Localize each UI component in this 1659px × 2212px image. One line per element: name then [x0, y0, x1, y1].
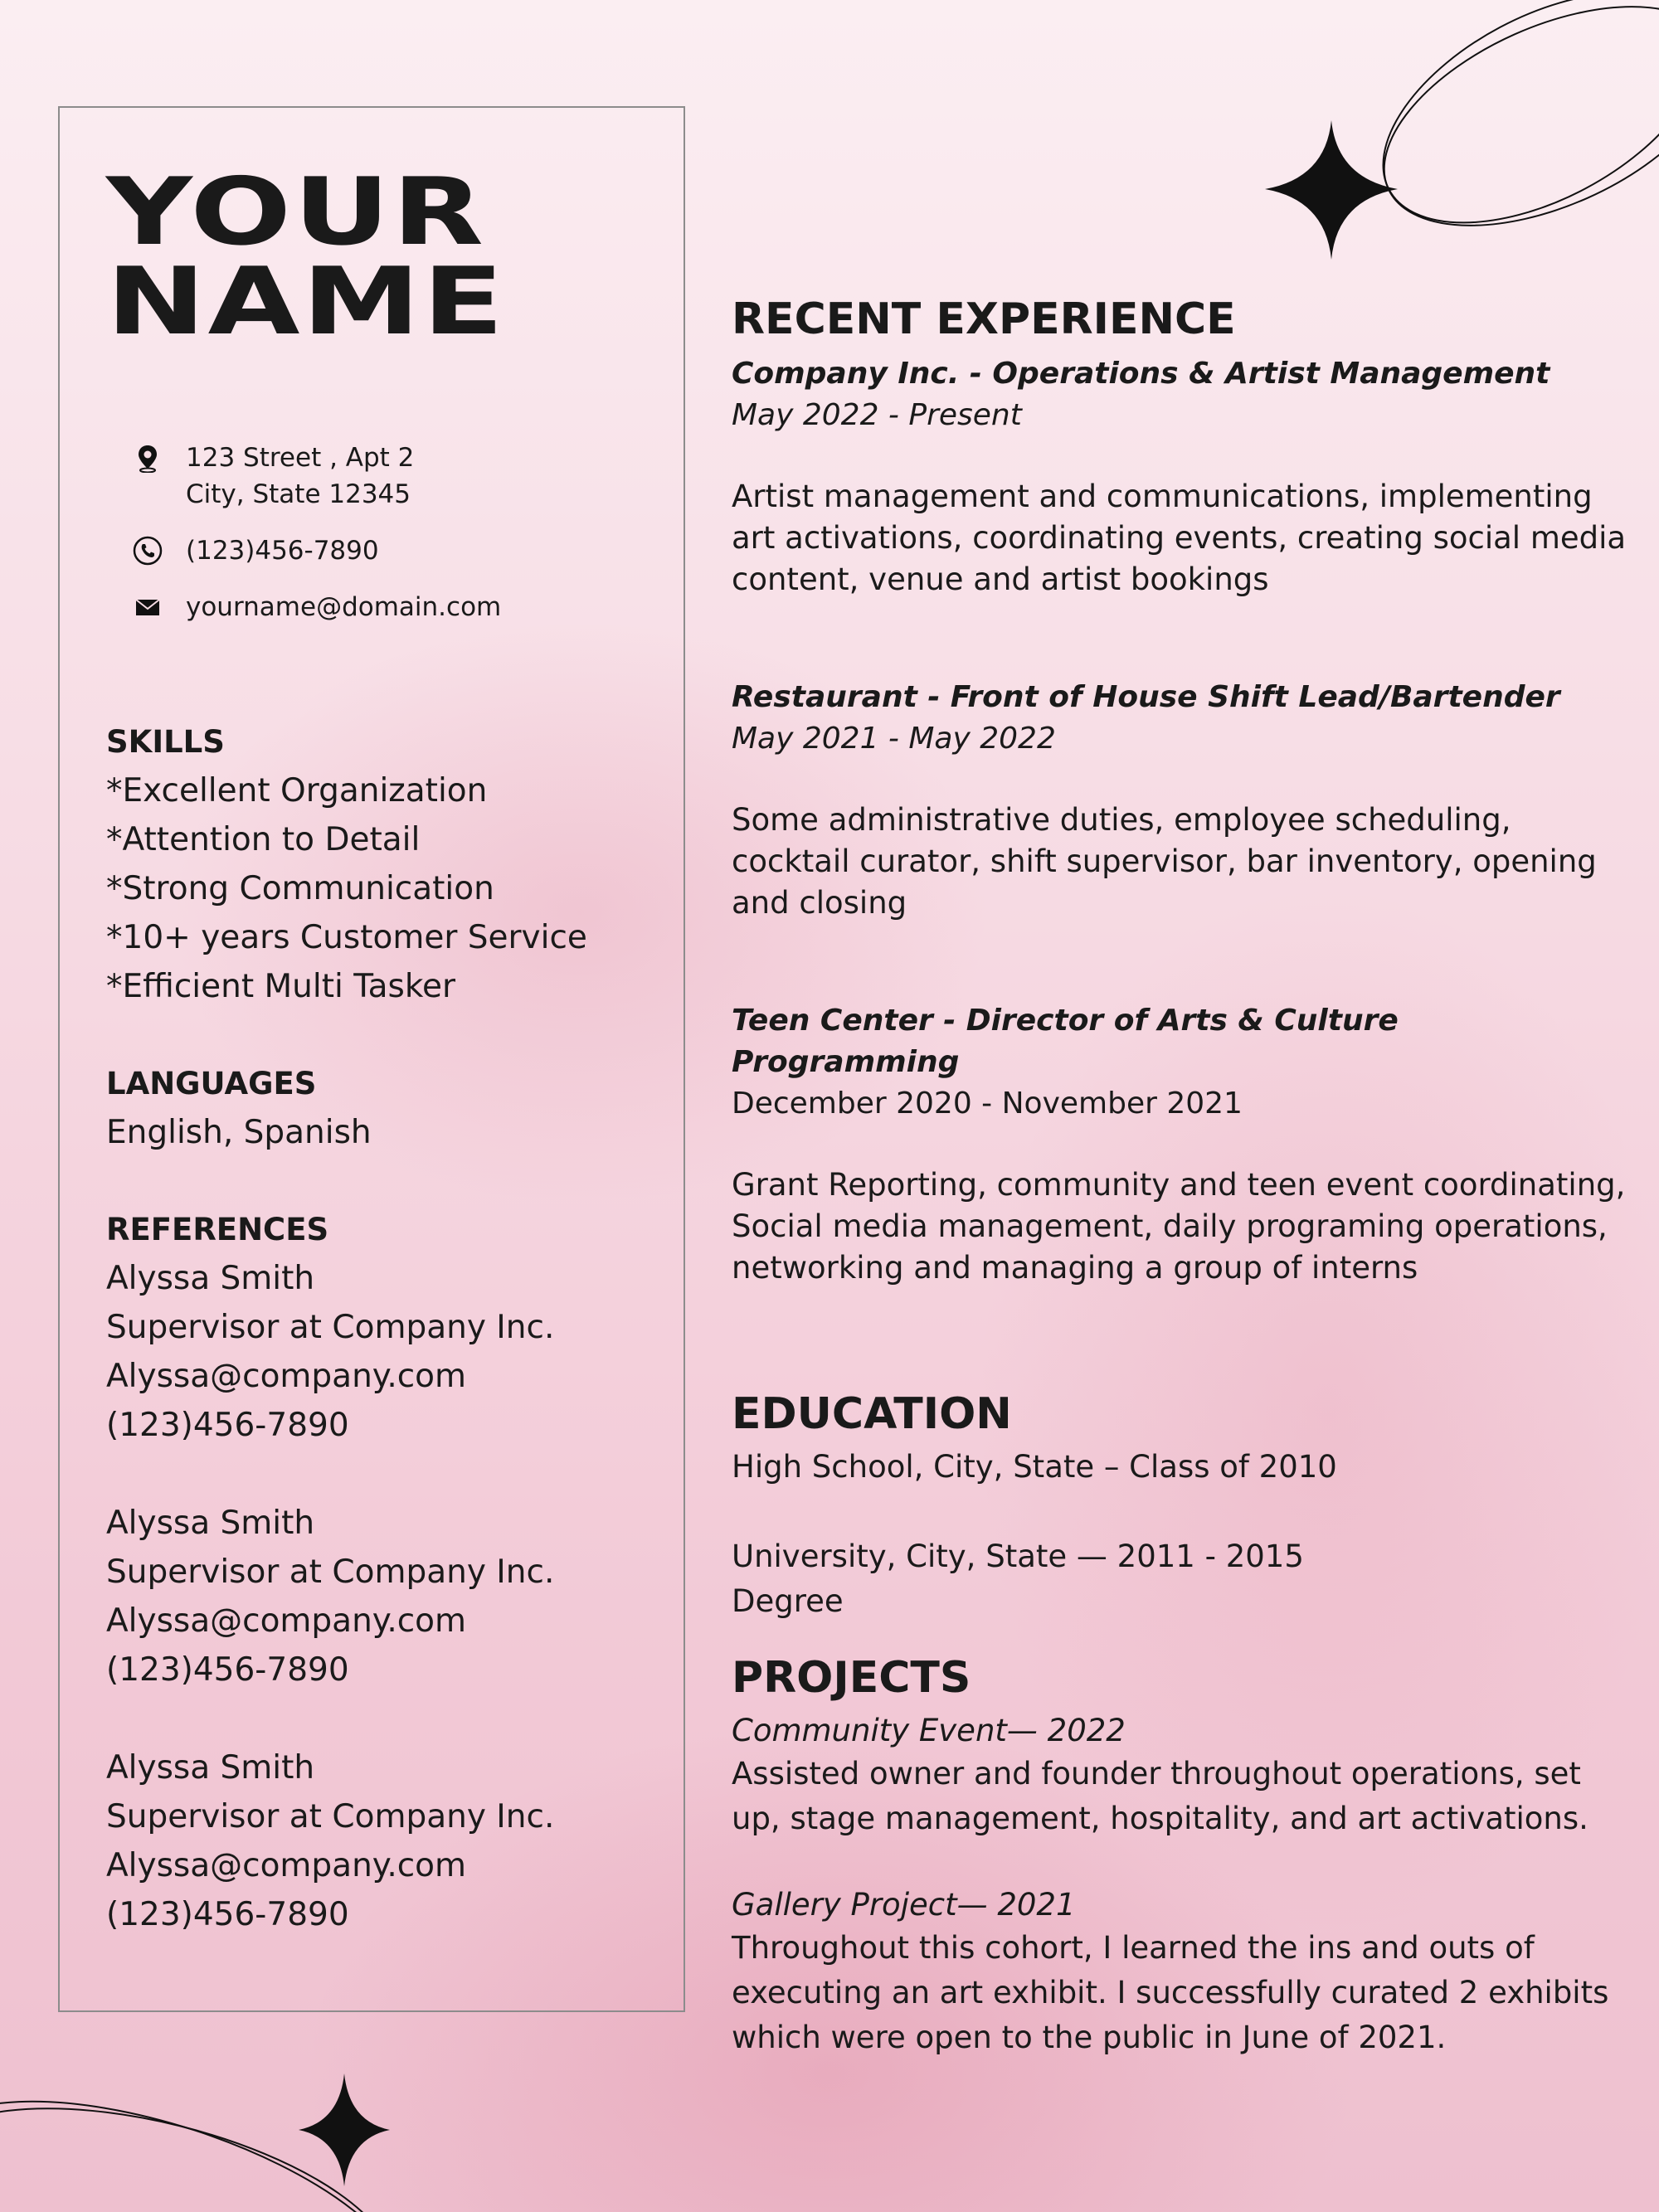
reference-title: Supervisor at Company Inc.: [106, 1553, 555, 1591]
languages-section: [106, 1063, 372, 1157]
education-high-school: High School, City, State – Class of 2010: [732, 1449, 1337, 1485]
education-university: University, City, State — 2011 - 2015: [732, 1539, 1304, 1574]
experience-heading: RECENT EXPERIENCE: [732, 294, 1236, 344]
references-section: [106, 1209, 554, 1988]
projects-heading: PROJECTS: [732, 1653, 971, 1703]
skills-section: [106, 722, 587, 1011]
reference-title: Supervisor at Company Inc.: [106, 1798, 555, 1835]
envelope-icon: [133, 592, 163, 622]
reference-entry: [106, 1499, 554, 1694]
skills-heading: SKILLS: [106, 724, 225, 760]
reference-name: Alyssa Smith: [106, 1749, 315, 1787]
reference-name: Alyssa Smith: [106, 1260, 315, 1297]
reference-phone: (123)456-7890: [106, 1651, 349, 1689]
contact-address: [133, 440, 501, 513]
sparkle-orbit-decoration-bottom: [0, 2049, 415, 2212]
education-section: [732, 1385, 1627, 1622]
job-description: Artist management and communications, implementing art activations, coordinating events, creating social media content, venue and artist bookings: [732, 479, 1627, 597]
job-date: December 2020 - November 2021: [732, 1087, 1243, 1121]
languages-value: English, Spanish: [106, 1114, 372, 1151]
job-entry: [732, 1000, 1627, 1289]
contact-email: [133, 589, 501, 625]
project-description: Throughout this cohort, I learned the ins and outs of executing an art exhibit. I successfully curated 2 exhibits which were open to the public in June of 2021.: [732, 1930, 1609, 2055]
name-line-2: NAME: [106, 248, 506, 356]
name-line-1: YOUR: [106, 158, 486, 266]
projects-section: [732, 1649, 1627, 2060]
reference-phone: (123)456-7890: [106, 1407, 349, 1444]
resume-name: [106, 158, 506, 356]
reference-entry: [106, 1743, 554, 1939]
skill-item: *Excellent Organization: [106, 772, 488, 809]
sidebar-panel: [58, 106, 685, 2012]
skill-item: *Strong Communication: [106, 870, 494, 907]
education-degree: Degree: [732, 1583, 844, 1619]
job-description: Some administrative duties, employee scheduling, cocktail curator, shift supervisor, bar inventory, opening and closing: [732, 802, 1597, 921]
languages-heading: LANGUAGES: [106, 1066, 317, 1101]
job-entry: [732, 677, 1627, 924]
project-title: Community Event— 2022: [732, 1713, 1126, 1748]
email-address: yourname@domain.com: [186, 592, 502, 622]
location-pin-icon: [133, 443, 163, 473]
experience-section: [732, 290, 1627, 1289]
reference-phone: (123)456-7890: [106, 1896, 349, 1933]
contact-info: [133, 440, 501, 645]
reference-email: Alyssa@company.com: [106, 1358, 467, 1395]
address-line-1: 123 Street , Apt 2: [186, 443, 415, 473]
reference-email: Alyssa@company.com: [106, 1847, 467, 1884]
reference-email: Alyssa@company.com: [106, 1602, 467, 1640]
references-heading: REFERENCES: [106, 1212, 329, 1247]
phone-number: (123)456-7890: [186, 536, 379, 566]
reference-name: Alyssa Smith: [106, 1505, 315, 1542]
sparkle-star-icon: [1265, 120, 1398, 260]
address-line-2: City, State 12345: [186, 479, 411, 509]
contact-phone: [133, 532, 501, 569]
job-description: Grant Reporting, community and teen event coordinating, Social media management, daily programing operations, networking and managing a group of interns: [732, 1167, 1626, 1286]
job-title: Teen Center - Director of Arts & Culture Programming: [732, 1004, 1399, 1079]
job-title: Restaurant - Front of House Shift Lead/Bartender: [732, 680, 1560, 714]
sparkle-orbit-decoration-top: [1244, 0, 1659, 265]
job-date: May 2021 - May 2022: [732, 722, 1056, 756]
job-title: Company Inc. - Operations & Artist Management: [732, 357, 1550, 391]
reference-entry: [106, 1254, 554, 1450]
skill-item: *10+ years Customer Service: [106, 919, 587, 956]
project-title: Gallery Project— 2021: [732, 1887, 1076, 1923]
education-heading: EDUCATION: [732, 1389, 1012, 1439]
job-entry: [732, 353, 1627, 600]
sparkle-star-icon: [299, 2073, 390, 2186]
reference-title: Supervisor at Company Inc.: [106, 1309, 555, 1346]
job-date: May 2022 - Present: [732, 398, 1022, 432]
main-column: [732, 290, 1627, 2060]
phone-icon: [133, 536, 163, 566]
skill-item: *Attention to Detail: [106, 821, 421, 858]
skill-item: *Efficient Multi Tasker: [106, 968, 456, 1005]
project-description: Assisted owner and founder throughout operations, set up, stage management, hospitality, and art activations.: [732, 1756, 1588, 1836]
